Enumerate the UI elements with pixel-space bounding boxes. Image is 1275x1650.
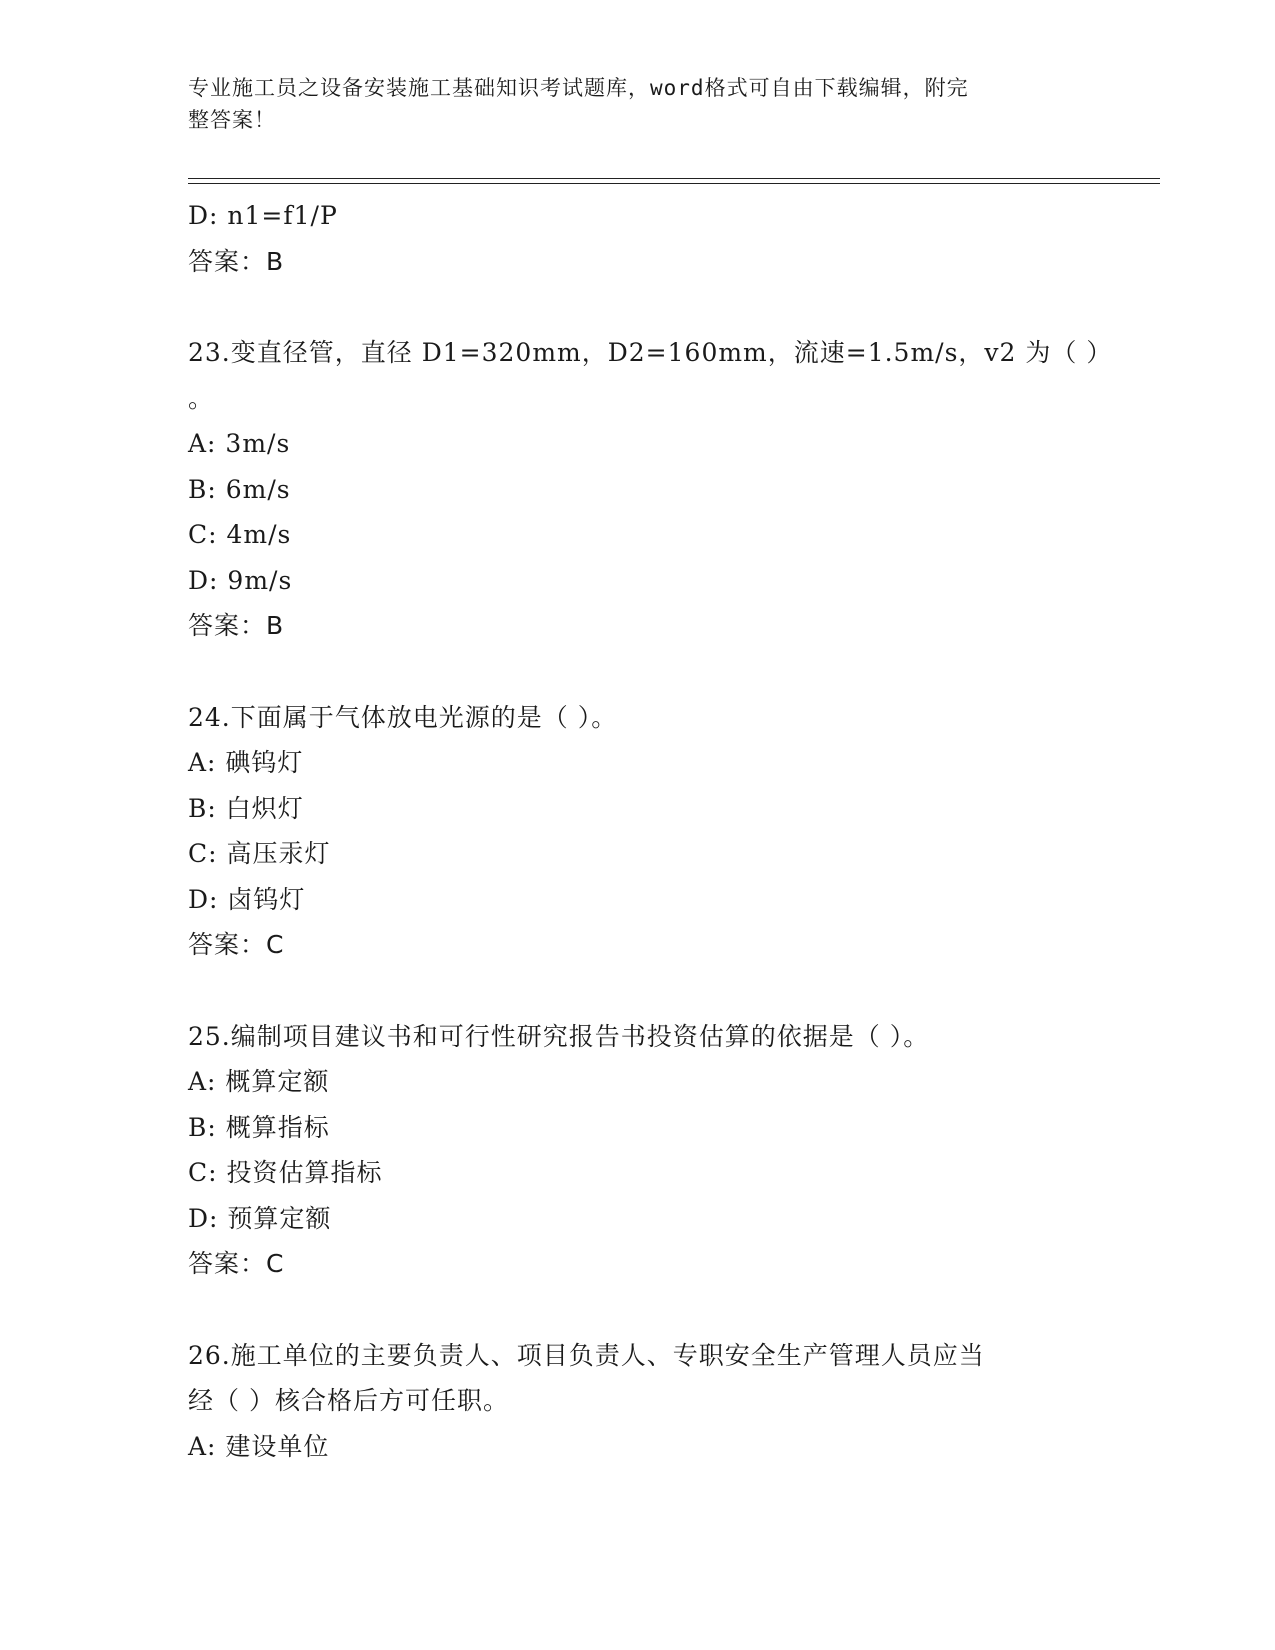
answer-option: D: 预算定额 bbox=[188, 1203, 332, 1233]
question-block bbox=[188, 330, 1113, 649]
question-block bbox=[188, 1014, 1088, 1287]
answer-option: A: 碘钨灯 bbox=[188, 748, 304, 777]
question-text: 25.编制项目建议书和可行性研究报告书投资估算的依据是（ ）。 bbox=[188, 1021, 930, 1051]
answer-option: B: 白炽灯 bbox=[188, 793, 304, 823]
answer-key: 答案：C bbox=[188, 930, 285, 959]
answer-option: C: 4m/s bbox=[188, 520, 292, 549]
question-text: 。 bbox=[188, 383, 215, 413]
answer-key: 答案：B bbox=[188, 246, 285, 276]
answer-key: 答案：B bbox=[188, 611, 285, 640]
question-text: 26.施工单位的主要负责人、项目负责人、专职安全生产管理人员应当 bbox=[188, 1340, 985, 1370]
block-spacer bbox=[188, 968, 1088, 1014]
document-header bbox=[188, 72, 1068, 136]
block-spacer bbox=[188, 1287, 1088, 1333]
answer-option: C: 投资估算指标 bbox=[188, 1158, 383, 1187]
answer-option: B: 概算指标 bbox=[188, 1112, 330, 1142]
question-block bbox=[188, 193, 1088, 284]
block-spacer bbox=[188, 649, 1088, 695]
question-list bbox=[188, 193, 1113, 1469]
question-block bbox=[188, 1333, 1088, 1470]
answer-option: C: 高压汞灯 bbox=[188, 839, 331, 868]
header-line-1: 专业施工员之设备安装施工基础知识考试题库，word格式可自由下载编辑，附完 bbox=[188, 76, 969, 100]
answer-option: A: 3m/s bbox=[188, 429, 291, 458]
answer-option: D: 9m/s bbox=[188, 565, 293, 595]
question-text: 23.变直径管，直径 D1=320mm，D2=160mm，流速=1.5m/s，v2 为（ ） bbox=[188, 338, 1113, 367]
answer-option: D: 卤钨灯 bbox=[188, 884, 306, 914]
question-text: 经（ ）核合格后方可任职。 bbox=[188, 1386, 509, 1415]
answer-option: A: 建设单位 bbox=[188, 1431, 330, 1461]
header-line-2: 整答案！ bbox=[188, 108, 276, 132]
question-text: 24.下面属于气体放电光源的是（ ）。 bbox=[188, 702, 618, 732]
question-block bbox=[188, 695, 1088, 968]
answer-option: A: 概算定额 bbox=[188, 1067, 330, 1096]
header-divider-top bbox=[188, 178, 1160, 179]
answer-key: 答案：C bbox=[188, 1249, 285, 1278]
answer-option: B: 6m/s bbox=[188, 474, 291, 504]
header-divider-bottom bbox=[188, 183, 1160, 184]
answer-option: D: n1=f1/P bbox=[188, 201, 338, 230]
block-spacer bbox=[188, 284, 1088, 330]
